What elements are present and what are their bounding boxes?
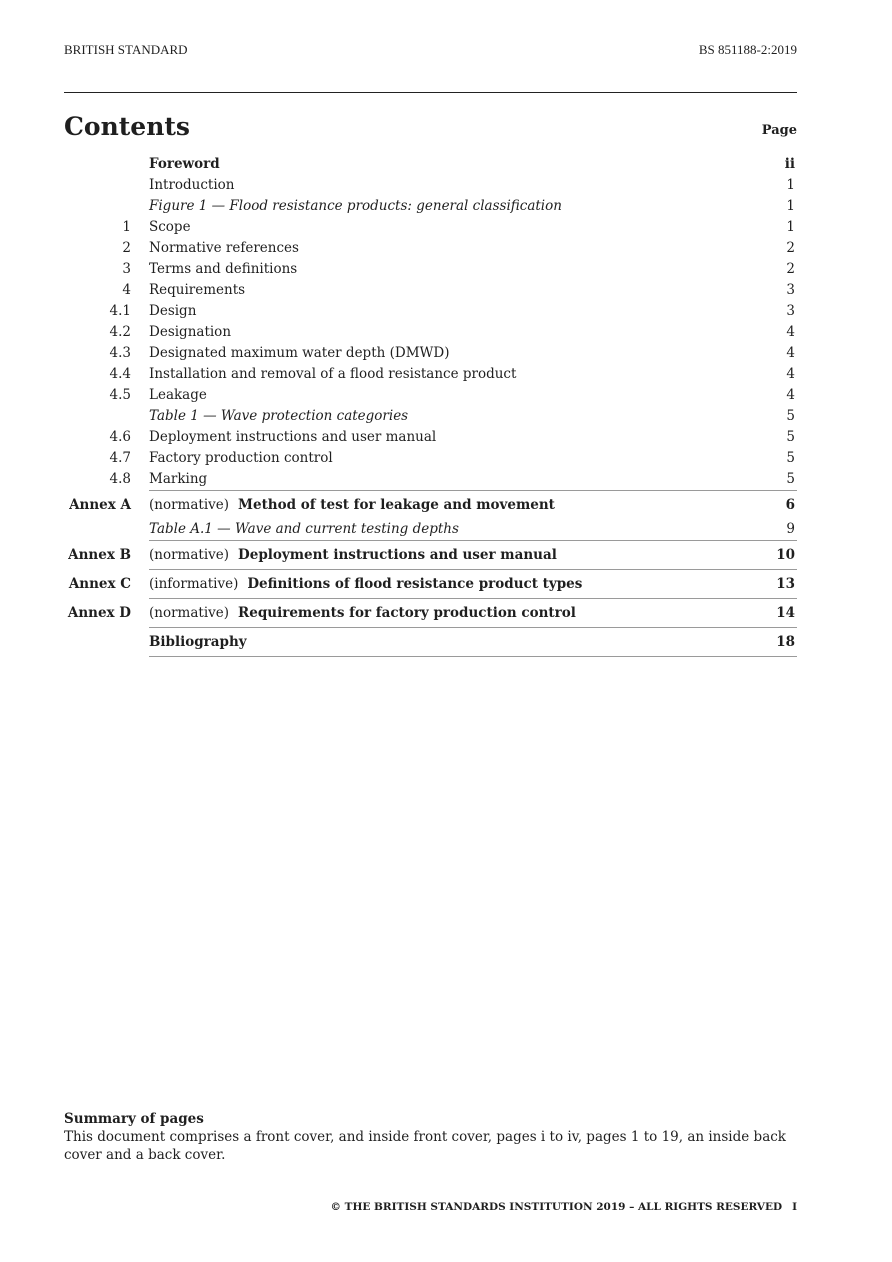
- toc-entry-number: 4.6: [109, 429, 131, 445]
- annex-label: Annex D: [67, 605, 131, 621]
- title-row: [64, 112, 797, 144]
- toc-entry-title: Designation: [149, 324, 232, 340]
- toc-entry-title: Normative references: [149, 240, 299, 256]
- toc-entry-title: Figure 1 — Flood resistance products: general classification: [149, 198, 562, 214]
- annex-kind: (normative): [149, 547, 230, 563]
- annex-label: Annex B: [68, 547, 131, 563]
- toc-entry[interactable]: [64, 448, 797, 469]
- toc-entry-number: 4.3: [109, 345, 131, 361]
- toc-entry[interactable]: [64, 364, 797, 385]
- toc-entry[interactable]: [64, 175, 797, 196]
- annex-kind: (normative): [149, 497, 230, 513]
- annex-kind: (normative): [149, 605, 230, 621]
- bibliography-page: 18: [776, 634, 795, 650]
- toc-entry-title: Design: [149, 303, 197, 319]
- toc-entry-title: Terms and definitions: [149, 261, 298, 277]
- page-column-label: Page: [761, 123, 797, 138]
- toc-annex-entry[interactable]: [64, 599, 797, 627]
- toc-annex-sub-entry[interactable]: [64, 519, 797, 540]
- toc-annex-entry[interactable]: [64, 491, 797, 519]
- toc-entry-page: 1: [786, 219, 795, 235]
- footer-page-number: I: [792, 1201, 797, 1213]
- toc-entry-page: 1: [786, 198, 795, 214]
- running-header: [64, 42, 797, 60]
- toc-entry-page: 4: [786, 387, 795, 403]
- toc-entry-number: 2: [122, 240, 131, 256]
- toc-entry-page: 5: [786, 471, 795, 487]
- summary-of-pages: [64, 1110, 797, 1164]
- toc-entry-number: 3: [122, 261, 131, 277]
- annex-page: 14: [776, 605, 795, 621]
- toc-entry[interactable]: [64, 154, 797, 175]
- annex-kind: (informative): [149, 576, 239, 592]
- header-rule: [64, 92, 797, 93]
- toc-entry-page: 2: [786, 240, 795, 256]
- table-of-contents: [64, 154, 797, 657]
- annex-page: 13: [776, 576, 795, 592]
- summary-text: This document comprises a front cover, and inside front cover, pages i to iv, pages 1 to 19, an inside back cover and a back cover.: [64, 1129, 786, 1163]
- annex-title: Deployment instructions and user manual: [238, 547, 557, 563]
- toc-entry[interactable]: [64, 427, 797, 448]
- toc-entry-page: 2: [786, 261, 795, 277]
- annex-heading: [149, 497, 555, 513]
- toc-entry-number: 4: [122, 282, 131, 298]
- toc-entry[interactable]: [64, 469, 797, 490]
- toc-entry-number: 1: [122, 219, 131, 235]
- annex-heading: [149, 547, 557, 563]
- toc-entry-title: Installation and removal of a flood resistance product: [149, 366, 517, 382]
- footer: [330, 1201, 797, 1213]
- annex-sub-title: Table A.1 — Wave and current testing depths: [149, 521, 459, 537]
- toc-entry[interactable]: [64, 196, 797, 217]
- toc-entry-title: Leakage: [149, 387, 207, 403]
- toc-entry[interactable]: [64, 406, 797, 427]
- toc-entry-page: 5: [786, 408, 795, 424]
- annex-sub-page: 9: [786, 521, 795, 537]
- toc-entry-page: 4: [786, 324, 795, 340]
- annex-label: Annex A: [69, 497, 131, 513]
- annex-page: 10: [776, 547, 795, 563]
- footer-copyright: © THE BRITISH STANDARDS INSTITUTION 2019 – ALL RIGHTS RESERVED: [330, 1201, 783, 1213]
- toc-entry-title: Foreword: [149, 156, 220, 172]
- toc-entry-number: 4.2: [109, 324, 131, 340]
- toc-entry-page: 4: [786, 345, 795, 361]
- annex-label: Annex C: [68, 576, 131, 592]
- toc-entry-title: Designated maximum water depth (DMWD): [149, 345, 450, 361]
- toc-entry-number: 4.5: [109, 387, 131, 403]
- page-title: Contents: [64, 112, 191, 141]
- toc-entry[interactable]: [64, 343, 797, 364]
- toc-entry[interactable]: [64, 385, 797, 406]
- toc-entry[interactable]: [64, 238, 797, 259]
- annex-title: Method of test for leakage and movement: [238, 497, 555, 513]
- toc-entry[interactable]: [64, 259, 797, 280]
- annex-heading: [149, 605, 576, 621]
- annex-title: Requirements for factory production control: [238, 605, 576, 621]
- toc-entry-page: 3: [786, 303, 795, 319]
- header-left: BRITISH STANDARD: [64, 42, 188, 57]
- toc-entry-number: 4.4: [109, 366, 131, 382]
- toc-entry-page: 1: [786, 177, 795, 193]
- header-right: BS 851188-2:2019: [698, 42, 797, 57]
- toc-bibliography-entry[interactable]: [64, 628, 797, 656]
- toc-entry-page: 3: [786, 282, 795, 298]
- toc-entry-number: 4.1: [109, 303, 131, 319]
- toc-entry-title: Marking: [149, 471, 208, 487]
- annex-heading: [149, 576, 582, 592]
- annex-page: 6: [785, 497, 795, 513]
- toc-entry-page: 4: [786, 366, 795, 382]
- toc-entry-title: Factory production control: [149, 450, 333, 466]
- toc-entry-title: Scope: [149, 219, 191, 235]
- toc-entry-page: 5: [786, 450, 795, 466]
- toc-entry-page: ii: [784, 156, 795, 172]
- toc-entry[interactable]: [64, 280, 797, 301]
- toc-entry-number: 4.7: [109, 450, 131, 466]
- toc-entry[interactable]: [64, 322, 797, 343]
- toc-entry-number: 4.8: [109, 471, 131, 487]
- toc-entry[interactable]: [64, 217, 797, 238]
- toc-entry-title: Deployment instructions and user manual: [149, 429, 437, 445]
- annex-title: Definitions of flood resistance product types: [247, 576, 583, 592]
- toc-entry-title: Table 1 — Wave protection categories: [149, 408, 409, 424]
- summary-title: Summary of pages: [64, 1111, 204, 1127]
- toc-divider: [149, 656, 797, 657]
- toc-entry[interactable]: [64, 301, 797, 322]
- document-page: [64, 0, 797, 1262]
- toc-entry-page: 5: [786, 429, 795, 445]
- toc-entry-title: Introduction: [149, 177, 235, 193]
- toc-entry-title: Requirements: [149, 282, 246, 298]
- bibliography-title: Bibliography: [149, 634, 247, 650]
- toc-annex-entry[interactable]: [64, 541, 797, 569]
- toc-annex-entry[interactable]: [64, 570, 797, 598]
